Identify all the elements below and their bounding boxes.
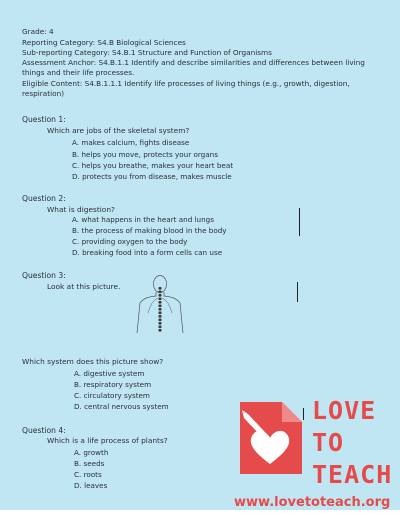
question-4-title: Question 4: [22, 426, 66, 435]
question-2-choice-a[interactable]: A. what happens in the heart and lungs [72, 215, 214, 224]
question-2-prompt: What is digestion? [47, 205, 115, 214]
question-4-choice-a[interactable]: A. growth [74, 448, 109, 457]
question-3-choice-a[interactable]: A. digestive system [74, 369, 145, 378]
question-2-choice-c[interactable]: C. providing oxygen to the body [72, 237, 188, 246]
question-4-choice-c[interactable]: C. roots [74, 470, 102, 479]
question-4-choice-b[interactable]: B. seeds [74, 459, 105, 468]
question-2-choice-b[interactable]: B. the process of making blood in the body [72, 226, 227, 235]
heart-pencil-document-icon [234, 400, 306, 476]
bottom-edge [0, 510, 400, 518]
question-3-choice-b[interactable]: B. respiratory system [74, 380, 152, 389]
question-4-prompt: Which is a life process of plants? [47, 436, 168, 445]
question-3-title: Question 3: [22, 271, 66, 280]
assessment-anchor: Assessment Anchor: S4.B.1.1 Identify and describe similarities and differences between living things and their life processes. [22, 58, 365, 77]
question-2-choice-d[interactable]: D. breaking food into a form cells can use [72, 248, 223, 257]
question-1-choice-d[interactable]: D. protects you from disease, makes muscle [72, 172, 232, 181]
question-1-choice-c[interactable]: C. helps you breathe, makes your heart beat [72, 161, 234, 170]
question-3-prompt: Look at this picture. [47, 282, 121, 291]
logo-word-love: LOVE [312, 396, 377, 425]
logo-url-link[interactable]: www.lovetoteach.org [234, 495, 391, 510]
question-1-prompt: Which are jobs of the skeletal system? [47, 126, 190, 135]
question-4-choice-d[interactable]: D. leaves [74, 481, 108, 490]
spine-figure [134, 273, 186, 335]
eligible-content: Eligible Content: S4.B.1.1.1 Identify life processes of living things (e.g., growth, digestion, respiration) [22, 79, 350, 98]
logo-word-to: TO [312, 428, 345, 457]
question-3-choice-d[interactable]: D. central nervous system [74, 402, 169, 411]
scan-mark [297, 282, 298, 302]
question-2-title: Question 2: [22, 194, 66, 203]
question-3-choice-c[interactable]: C. circulatory system [74, 391, 150, 400]
question-1-title: Question 1: [22, 115, 66, 124]
grade-line: Grade: 4 [22, 27, 54, 36]
sub-reporting-category: Sub-reporting Category: S4.B.1 Structure and Function of Organisms [22, 48, 272, 57]
scan-mark [299, 208, 300, 236]
question-3-followup: Which system does this picture show? [22, 357, 164, 366]
logo-word-teach: TEACH [312, 460, 393, 489]
love-to-teach-logo[interactable] [230, 392, 395, 517]
question-1-choice-a[interactable]: A. makes calcium, fights disease [72, 138, 190, 147]
question-1-choice-b[interactable]: B. helps you move, protects your organs [72, 150, 218, 159]
reporting-category: Reporting Category: S4.B Biological Sciences [22, 38, 186, 47]
spinal-column [159, 287, 162, 332]
